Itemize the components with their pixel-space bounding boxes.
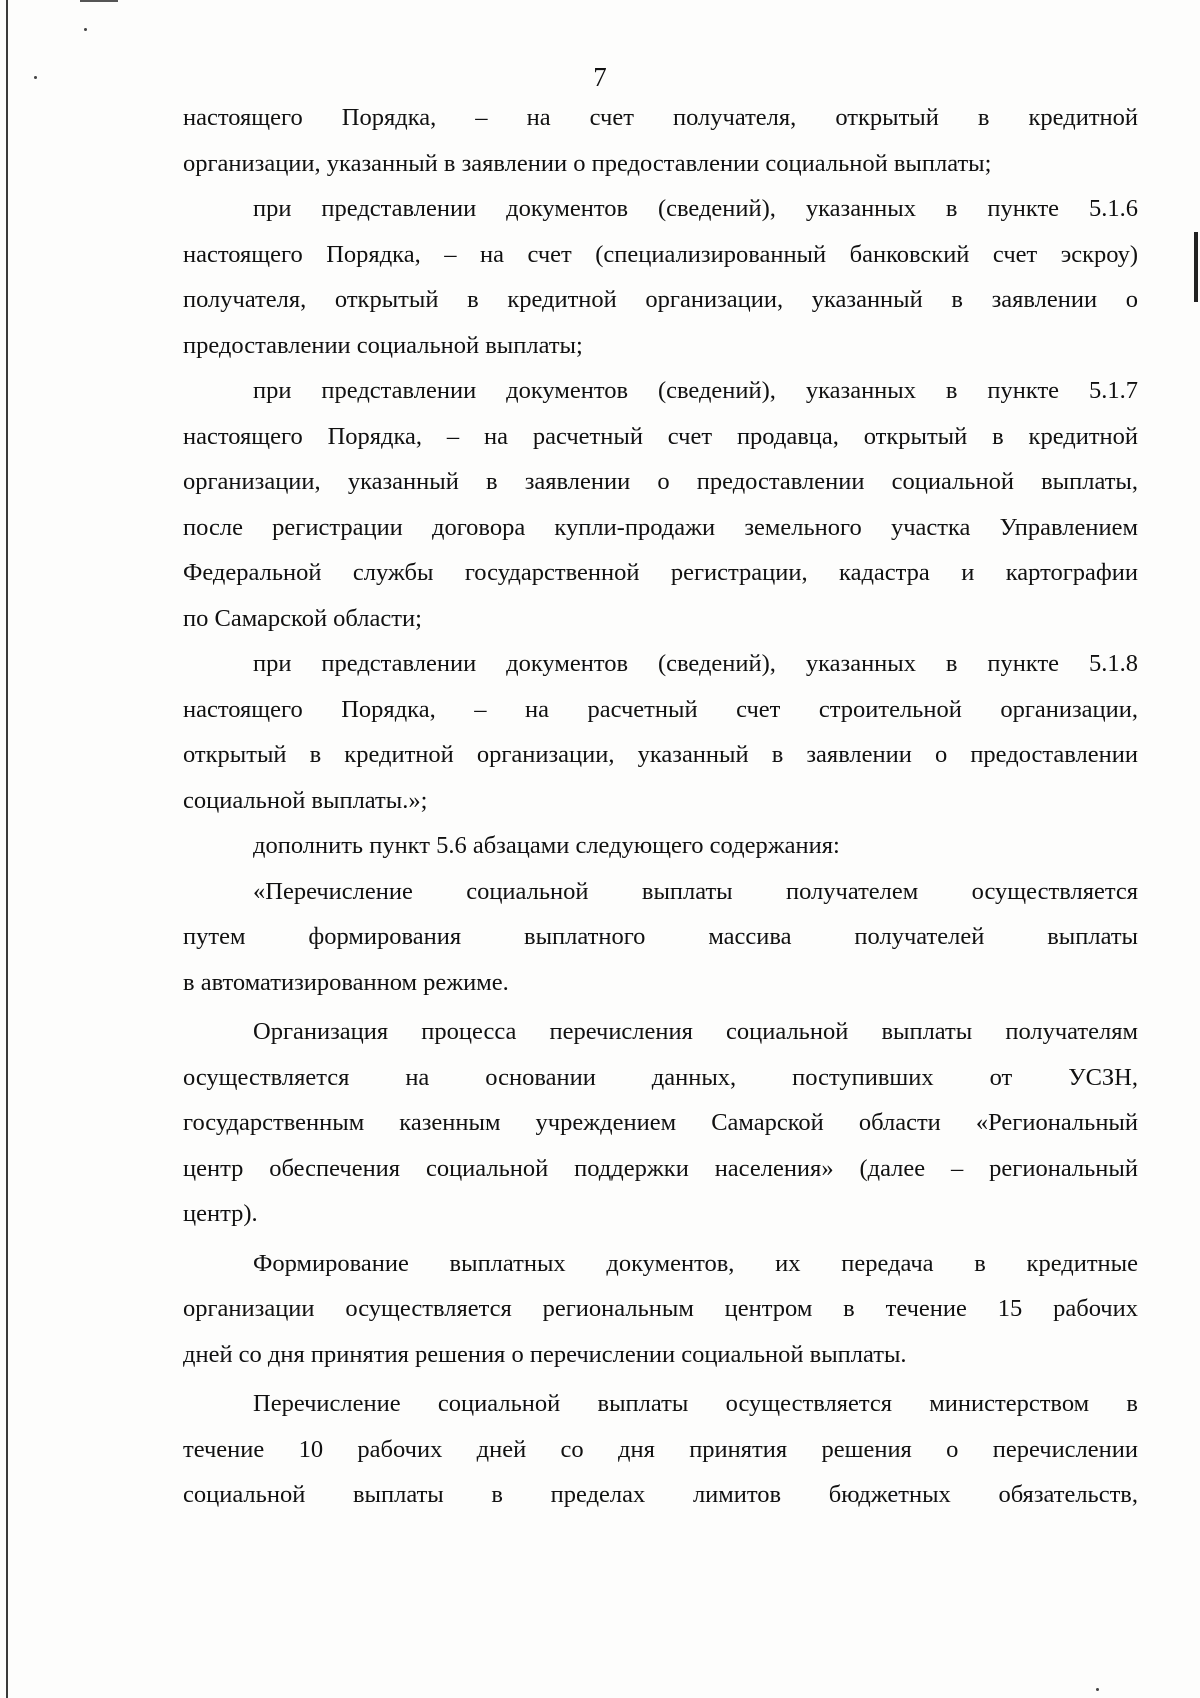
paragraph — [183, 186, 1138, 368]
text-line: дополнить пункт 5.6 абзацами следующего содержания: — [253, 832, 840, 859]
paragraph — [183, 641, 1138, 823]
scan-edge-right — [1194, 232, 1198, 302]
text-line: социальной выплаты.»; — [183, 786, 428, 814]
page-number: 7 — [593, 62, 607, 92]
scan-edge-left — [6, 0, 8, 1698]
text-line: осуществляется на основании данных, поступивших от УСЗН, — [183, 1063, 1138, 1091]
text-line: дней со дня принятия решения о перечислении социальной выплаты. — [183, 1340, 907, 1368]
text-line: центр). — [183, 1200, 258, 1227]
text-line: государственным казенным учреждением Самарской области «Региональный — [183, 1109, 1138, 1136]
paragraph — [183, 869, 1138, 1006]
text-line: при представлении документов (сведений), указанных в пункте 5.1.8 — [253, 650, 1138, 677]
paragraph — [183, 1381, 1138, 1518]
text-line: в автоматизированном режиме. — [183, 968, 509, 996]
text-line: при представлении документов (сведений), указанных в пункте 5.1.6 — [253, 195, 1138, 222]
text-line: получателя, открытый в кредитной организации, указанный в заявлении о — [183, 286, 1138, 313]
document-body — [183, 95, 1138, 1518]
text-line: Федеральной службы государственной регистрации, кадастра и картографии — [183, 559, 1138, 586]
text-line: по Самарской области; — [183, 604, 422, 632]
text-line: настоящего Порядка, – на счет получателя, открытый в кредитной — [183, 104, 1138, 131]
paragraph — [183, 368, 1138, 641]
text-line: организации, указанный в заявлении о предоставлении социальной выплаты, — [183, 468, 1138, 495]
scan-edge-top — [80, 0, 118, 2]
text-line: после регистрации договора купли-продажи земельного участка Управлением — [183, 513, 1138, 541]
text-line: «Перечисление социальной выплаты получателем осуществляется — [253, 877, 1138, 905]
text-line: открытый в кредитной организации, указанный в заявлении о предоставлении — [183, 741, 1138, 768]
text-line: Перечисление социальной выплаты осуществляется министерством в — [253, 1390, 1138, 1417]
paragraph — [183, 823, 1138, 869]
text-line: предоставлении социальной выплаты; — [183, 331, 583, 359]
text-line: при представлении документов (сведений), указанных в пункте 5.1.7 — [253, 377, 1138, 404]
text-line: Формирование выплатных документов, их передача в кредитные — [253, 1249, 1138, 1277]
paragraph — [183, 1241, 1138, 1378]
text-line: настоящего Порядка, – на счет (специализированный банковский счет эскроу) — [183, 240, 1138, 268]
text-line: настоящего Порядка, – на расчетный счет строительной организации, — [183, 695, 1138, 723]
text-line: настоящего Порядка, – на расчетный счет продавца, открытый в кредитной — [183, 422, 1138, 450]
scan-speck — [1096, 1688, 1099, 1691]
scan-speck — [84, 28, 87, 31]
paragraph — [183, 95, 1138, 186]
paragraph — [183, 1009, 1138, 1237]
text-line: центр обеспечения социальной поддержки населения» (далее – региональный — [183, 1154, 1138, 1182]
text-line: путем формирования выплатного массива получателей выплаты — [183, 923, 1138, 950]
text-line: организации осуществляется региональным центром в течение 15 рабочих — [183, 1295, 1138, 1322]
text-line: Организация процесса перечисления социальной выплаты получателям — [253, 1018, 1138, 1045]
text-line: течение 10 рабочих дней со дня принятия решения о перечислении — [183, 1435, 1138, 1463]
text-line: социальной выплаты в пределах лимитов бюджетных обязательств, — [183, 1481, 1138, 1508]
text-line: организации, указанный в заявлении о предоставлении социальной выплаты; — [183, 149, 992, 177]
